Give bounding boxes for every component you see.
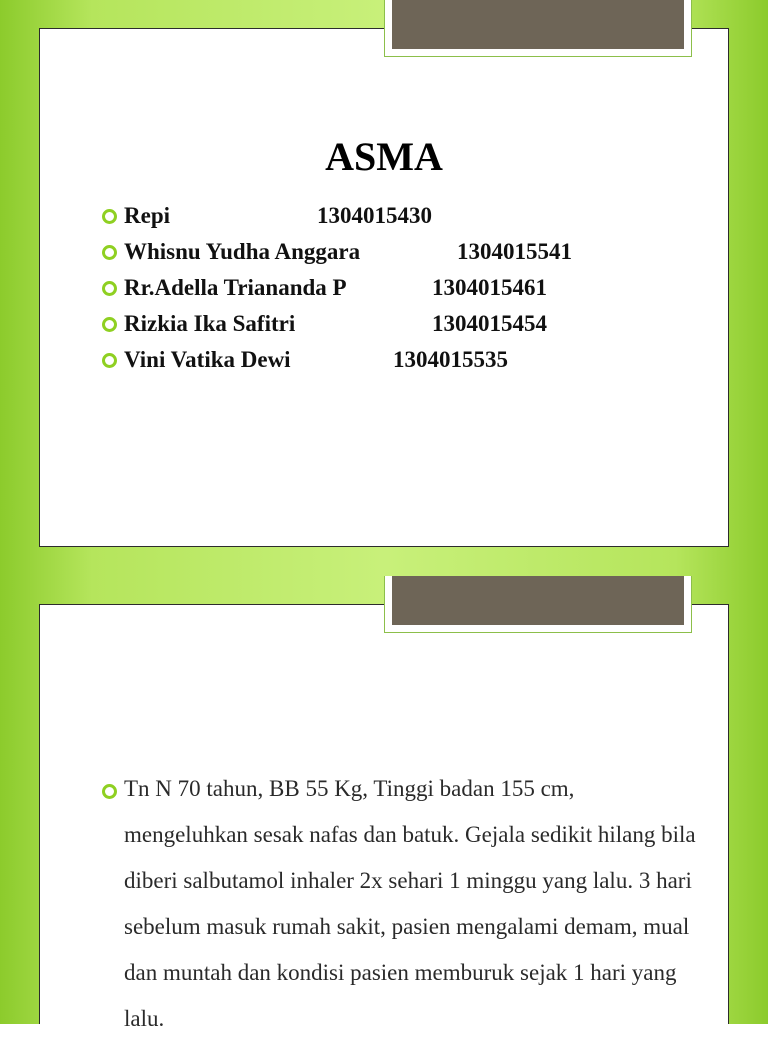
member-nim: 1304015461 [432,275,547,300]
case-text: Tn N 70 tahun, BB 55 Kg, Tinggi badan 155 cm, mengeluhkan sesak nafas dan batuk. Gejala sedikit hilang bila diberi salbutamol inhaler 2x sehari 1 minggu yang lalu. 3 hari sebelum masuk rumah sakit, pasien mengalami demam, mual dan muntah dan kondisi pasien memburuk sejak 1 hari yang lalu. [124,776,696,1031]
slide-1-header-tab-fill [392,0,684,49]
bullet-circle-icon [102,784,117,799]
member-name: Repi [124,203,170,228]
bullet-circle-icon [102,353,117,368]
bullet-circle-icon [102,209,117,224]
member-name: Rr.Adella Triananda P [124,275,347,300]
member-nim: 1304015541 [457,239,572,264]
member-name: Vini Vatika Dewi [124,347,291,372]
case-description [100,766,700,1042]
member-name: Whisnu Yudha Anggara [124,239,361,264]
slide-1-header-tab [384,0,692,57]
member-nim: 1304015454 [432,311,547,336]
slide-title: ASMA [325,134,443,179]
slide-2-header-tab-fill [392,576,684,625]
slide-2-header-tab [384,576,692,633]
member-name: Rizkia Ika Safitri [124,311,296,336]
bullet-circle-icon [102,281,117,296]
bullet-circle-icon [102,245,117,260]
member-nim: 1304015535 [393,347,508,372]
member-nim: 1304015430 [317,203,432,228]
bullet-circle-icon [102,317,117,332]
